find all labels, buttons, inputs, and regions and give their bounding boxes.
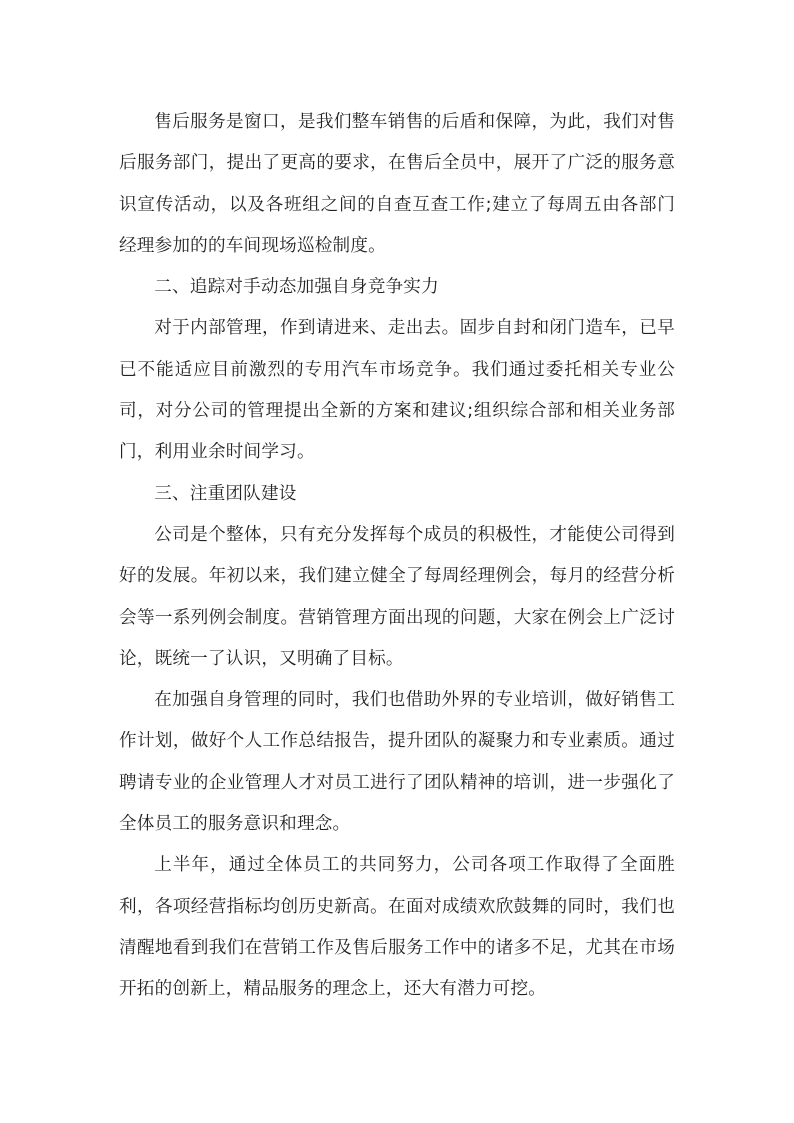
- paragraph-half-year-summary: 上半年，通过全体员工的共同努力，公司各项工作取得了全面胜利，各项经营指标均创历史新高。在面对成绩欢欣鼓舞的同时，我们也清醒地看到我们在营销工作及售后服务工作中的诸多不足，尤其在市场开拓的创新上，精品服务的理念上，还大有潜力可挖。: [119, 855, 675, 1000]
- paragraph-after-sales-service: 售后服务是窗口，是我们整车销售的后盾和保障，为此，我们对售后服务部门，提出了更高的要求，在售后全员中，展开了广泛的服务意识宣传活动，以及各班组之间的自查互查工作;建立了每周五由各部门经理参加的的车间现场巡检制度。: [119, 112, 675, 256]
- paragraph-internal-management: 对于内部管理，作到请进来、走出去。固步自封和闭门造车，已早已不能适应目前激烈的专用汽车市场竞争。我们通过委托相关专业公司，对分公司的管理提出全新的方案和建议;组织综合部和相关业务部门，利用业余时间学习。: [119, 318, 675, 463]
- section-heading-team-building: 三、注重团队建设: [154, 483, 297, 504]
- document-body: [119, 102, 675, 1011]
- section-heading-competition: 二、追踪对手动态加强自身竞争实力: [154, 277, 439, 298]
- paragraph-training: 在加强自身管理的同时，我们也借助外界的专业培训，做好销售工作计划，做好个人工作总结报告，提升团队的凝聚力和专业素质。通过聘请专业的企业管理人才对员工进行了团队精神的培训，进一步强化了全体员工的服务意识和理念。: [119, 690, 675, 835]
- paragraph-company-meetings: 公司是个整体，只有充分发挥每个成员的积极性，才能使公司得到好的发展。年初以来，我们建立健全了每周经理例会，每月的经营分析会等一系列例会制度。营销管理方面出现的问题，大家在例会上广泛讨论，既统一了认识，又明确了目标。: [119, 524, 675, 669]
